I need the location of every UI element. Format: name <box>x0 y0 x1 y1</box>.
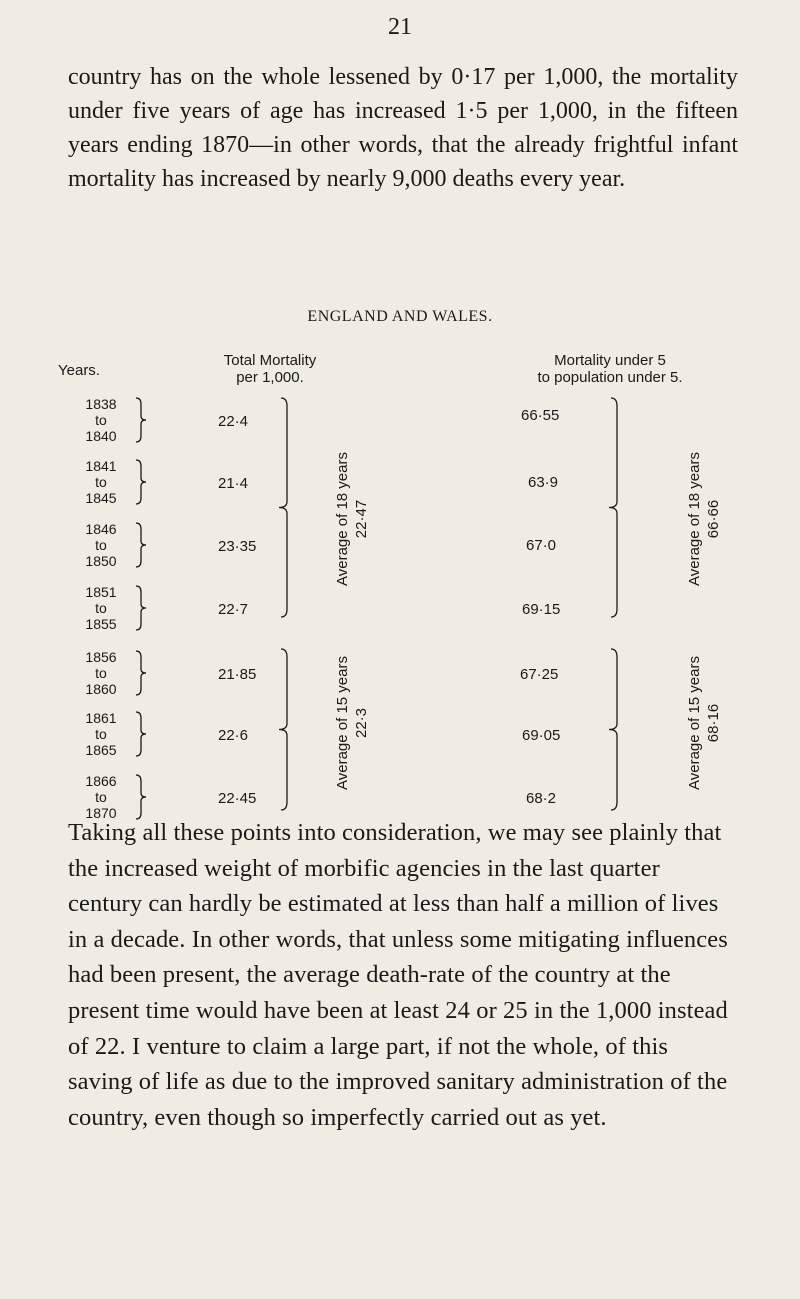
year-brace-3 <box>136 523 146 567</box>
total-average-18-years: Average of 18 years 22·47 <box>334 452 370 586</box>
under5-value-7: 68·2 <box>526 790 557 807</box>
under5-value-2: 63·9 <box>528 474 559 491</box>
year-brace-5 <box>136 651 146 695</box>
year-brace-7 <box>136 775 146 819</box>
total-value-4: 22·7 <box>218 601 249 618</box>
total-value-5: 21·85 <box>218 666 257 683</box>
under5-value-6: 69·05 <box>522 727 561 744</box>
total-value-1: 22·4 <box>218 413 249 430</box>
total-mortality-header-line1: Total Mortality <box>223 352 317 369</box>
year-brace-4 <box>136 586 146 630</box>
total-value-7: 22·45 <box>218 790 257 807</box>
total-value-3: 23·35 <box>218 538 257 555</box>
total-average-15-years: Average of 15 years 22·3 <box>334 656 370 790</box>
total-brace-15-years <box>279 649 287 810</box>
total-mortality-header-line2: per 1,000. <box>236 369 304 386</box>
page-number: 21 <box>388 14 412 40</box>
year-brace-2 <box>136 460 146 504</box>
under5-brace-15-years <box>609 649 617 810</box>
under5-value-3: 67·0 <box>526 537 557 554</box>
table-row-years-6: 1861 to 1865 <box>85 710 117 758</box>
total-brace-18-years <box>279 398 287 617</box>
table-heading: ENGLAND AND WALES. <box>307 308 493 325</box>
under5-average-18-years: Average of 18 years 66·66 <box>686 452 722 586</box>
under5-mortality-header-line2: to population under 5. <box>537 369 683 386</box>
table-row-years-2: 1841 to 1845 <box>85 458 117 506</box>
table-row-years-4: 1851 to 1855 <box>85 584 117 632</box>
year-brace-6 <box>136 712 146 756</box>
total-value-6: 22·6 <box>218 727 249 744</box>
years-column-header: Years. <box>58 362 100 379</box>
under5-average-15-years: Average of 15 years 68·16 <box>686 656 722 790</box>
under5-value-5: 67·25 <box>520 666 559 683</box>
table-row-years-3: 1846 to 1850 <box>85 521 117 569</box>
closing-paragraph: Taking all these points into consideration, we may see plainly that the increased weight of morbific agencies in the last quarter century can hardly be estimated at less than half a million of lives in a decade. In other words, that unless some mitigating influences had been present, the average death-rate of the country at the present time would have been at least 24 or 25 in the 1,000 instead of 22. I venture to claim a large part, if not the whole, of this saving of life as due to the improved sanitary administration of the country, even though so imperfectly carried out as yet. <box>68 819 728 1131</box>
under5-mortality-header-line1: Mortality under 5 <box>554 352 666 369</box>
year-brace-1 <box>136 398 146 442</box>
total-value-2: 21·4 <box>218 475 249 492</box>
under5-value-4: 69·15 <box>522 601 561 618</box>
table-row-years-1: 1838 to 1840 <box>85 396 117 444</box>
under5-value-1: 66·55 <box>521 407 560 424</box>
intro-paragraph: country has on the whole lessened by 0·17 per 1,000, the mortality under five years of age has increased 1·5 per 1,000, in the fifteen years ending 1870—in other words, that the already frightful infant mortality has increased by nearly 9,000 deaths every year. <box>68 64 738 192</box>
table-row-years-5: 1856 to 1860 <box>85 649 117 697</box>
table-row-years-7: 1866 to 1870 <box>85 773 117 821</box>
under5-brace-18-years <box>609 398 617 617</box>
